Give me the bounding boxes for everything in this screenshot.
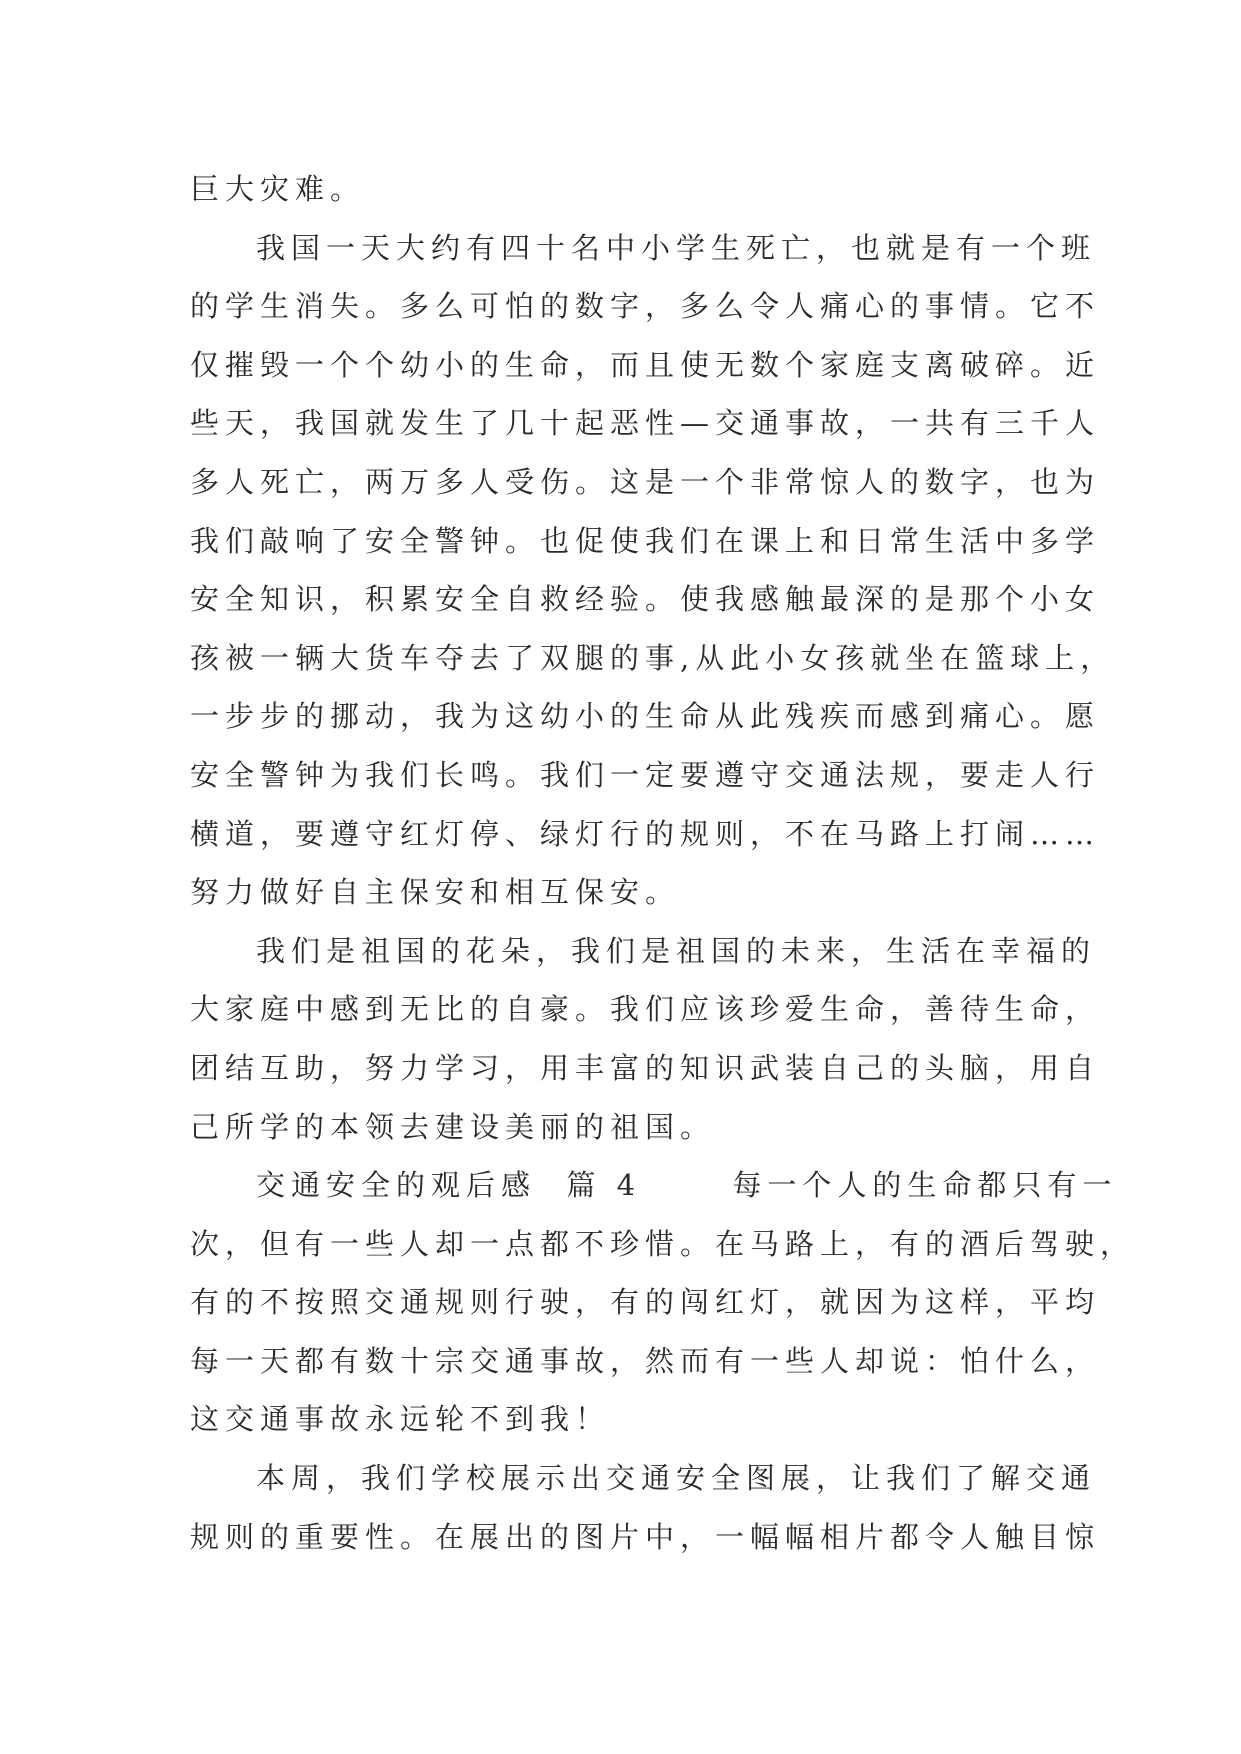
text-line: 一步步的挪动，我为这幼小的生命从此残疾而感到痛心。愿 xyxy=(190,699,1101,734)
text-line: 巨大灾难。 xyxy=(190,172,366,206)
text-line: 我们是祖国的花朵，我们是祖国的未来，生活在幸福的 xyxy=(256,933,1097,968)
text-line: 横道，要遵守红灯停、绿灯行的规则，不在马路上打闹…… xyxy=(190,816,1101,851)
text-line: 大家庭中感到无比的自豪。我们应该珍爱生命，善待生命， xyxy=(190,992,1101,1027)
text-line: 的学生消失。多么可怕的数字，多么令人痛心的事情。它不 xyxy=(190,289,1101,324)
text-line: 孩被一辆大货车夺去了双腿的事,从此小女孩就坐在篮球上， xyxy=(190,640,1116,675)
text-line: 次，但有一些人却一点都不珍惜。在马路上，有的酒后驾驶， xyxy=(190,1226,1136,1261)
text-line: 每一天都有数十宗交通事故，然而有一些人却说：怕什么， xyxy=(190,1343,1101,1378)
text-line: 这交通事故永远轮不到我！ xyxy=(190,1402,611,1437)
text-line: 仅摧毁一个个幼小的生命，而且使无数个家庭支离破碎。近 xyxy=(190,347,1101,382)
text-line: 我们敲响了安全警钟。也促使我们在课上和日常生活中多学 xyxy=(190,523,1101,558)
text-line: 安全警钟为我们长鸣。我们一定要遵守交通法规，要走人行 xyxy=(190,757,1101,792)
section-heading-line: 交通安全的观后感 篇 4 每一个人的生命都只有一 xyxy=(256,1168,1118,1203)
text-line: 团结互助，努力学习，用丰富的知识武装自己的头脑，用自 xyxy=(190,1050,1101,1085)
text-line: 努力做好自主保安和相互保安。 xyxy=(190,875,681,910)
text-line: 我国一天大约有四十名中小学生死亡，也就是有一个班 xyxy=(256,230,1097,265)
text-line: 些天，我国就发生了几十起恶性—交通事故，一共有三千人 xyxy=(190,406,1101,441)
text-line: 多人死亡，两万多人受伤。这是一个非常惊人的数字，也为 xyxy=(190,464,1101,499)
text-line: 本周，我们学校展示出交通安全图展，让我们了解交通 xyxy=(256,1461,1097,1496)
text-line: 规则的重要性。在展出的图片中，一幅幅相片都令人触目惊 xyxy=(190,1519,1101,1554)
text-line: 己所学的本领去建设美丽的祖国。 xyxy=(190,1109,716,1144)
body-text xyxy=(190,160,1136,1566)
text-line: 有的不按照交通规则行驶，有的闯红灯，就因为这样，平均 xyxy=(190,1285,1101,1320)
text-line: 安全知识，积累安全自救经验。使我感触最深的是那个小女 xyxy=(190,582,1101,617)
